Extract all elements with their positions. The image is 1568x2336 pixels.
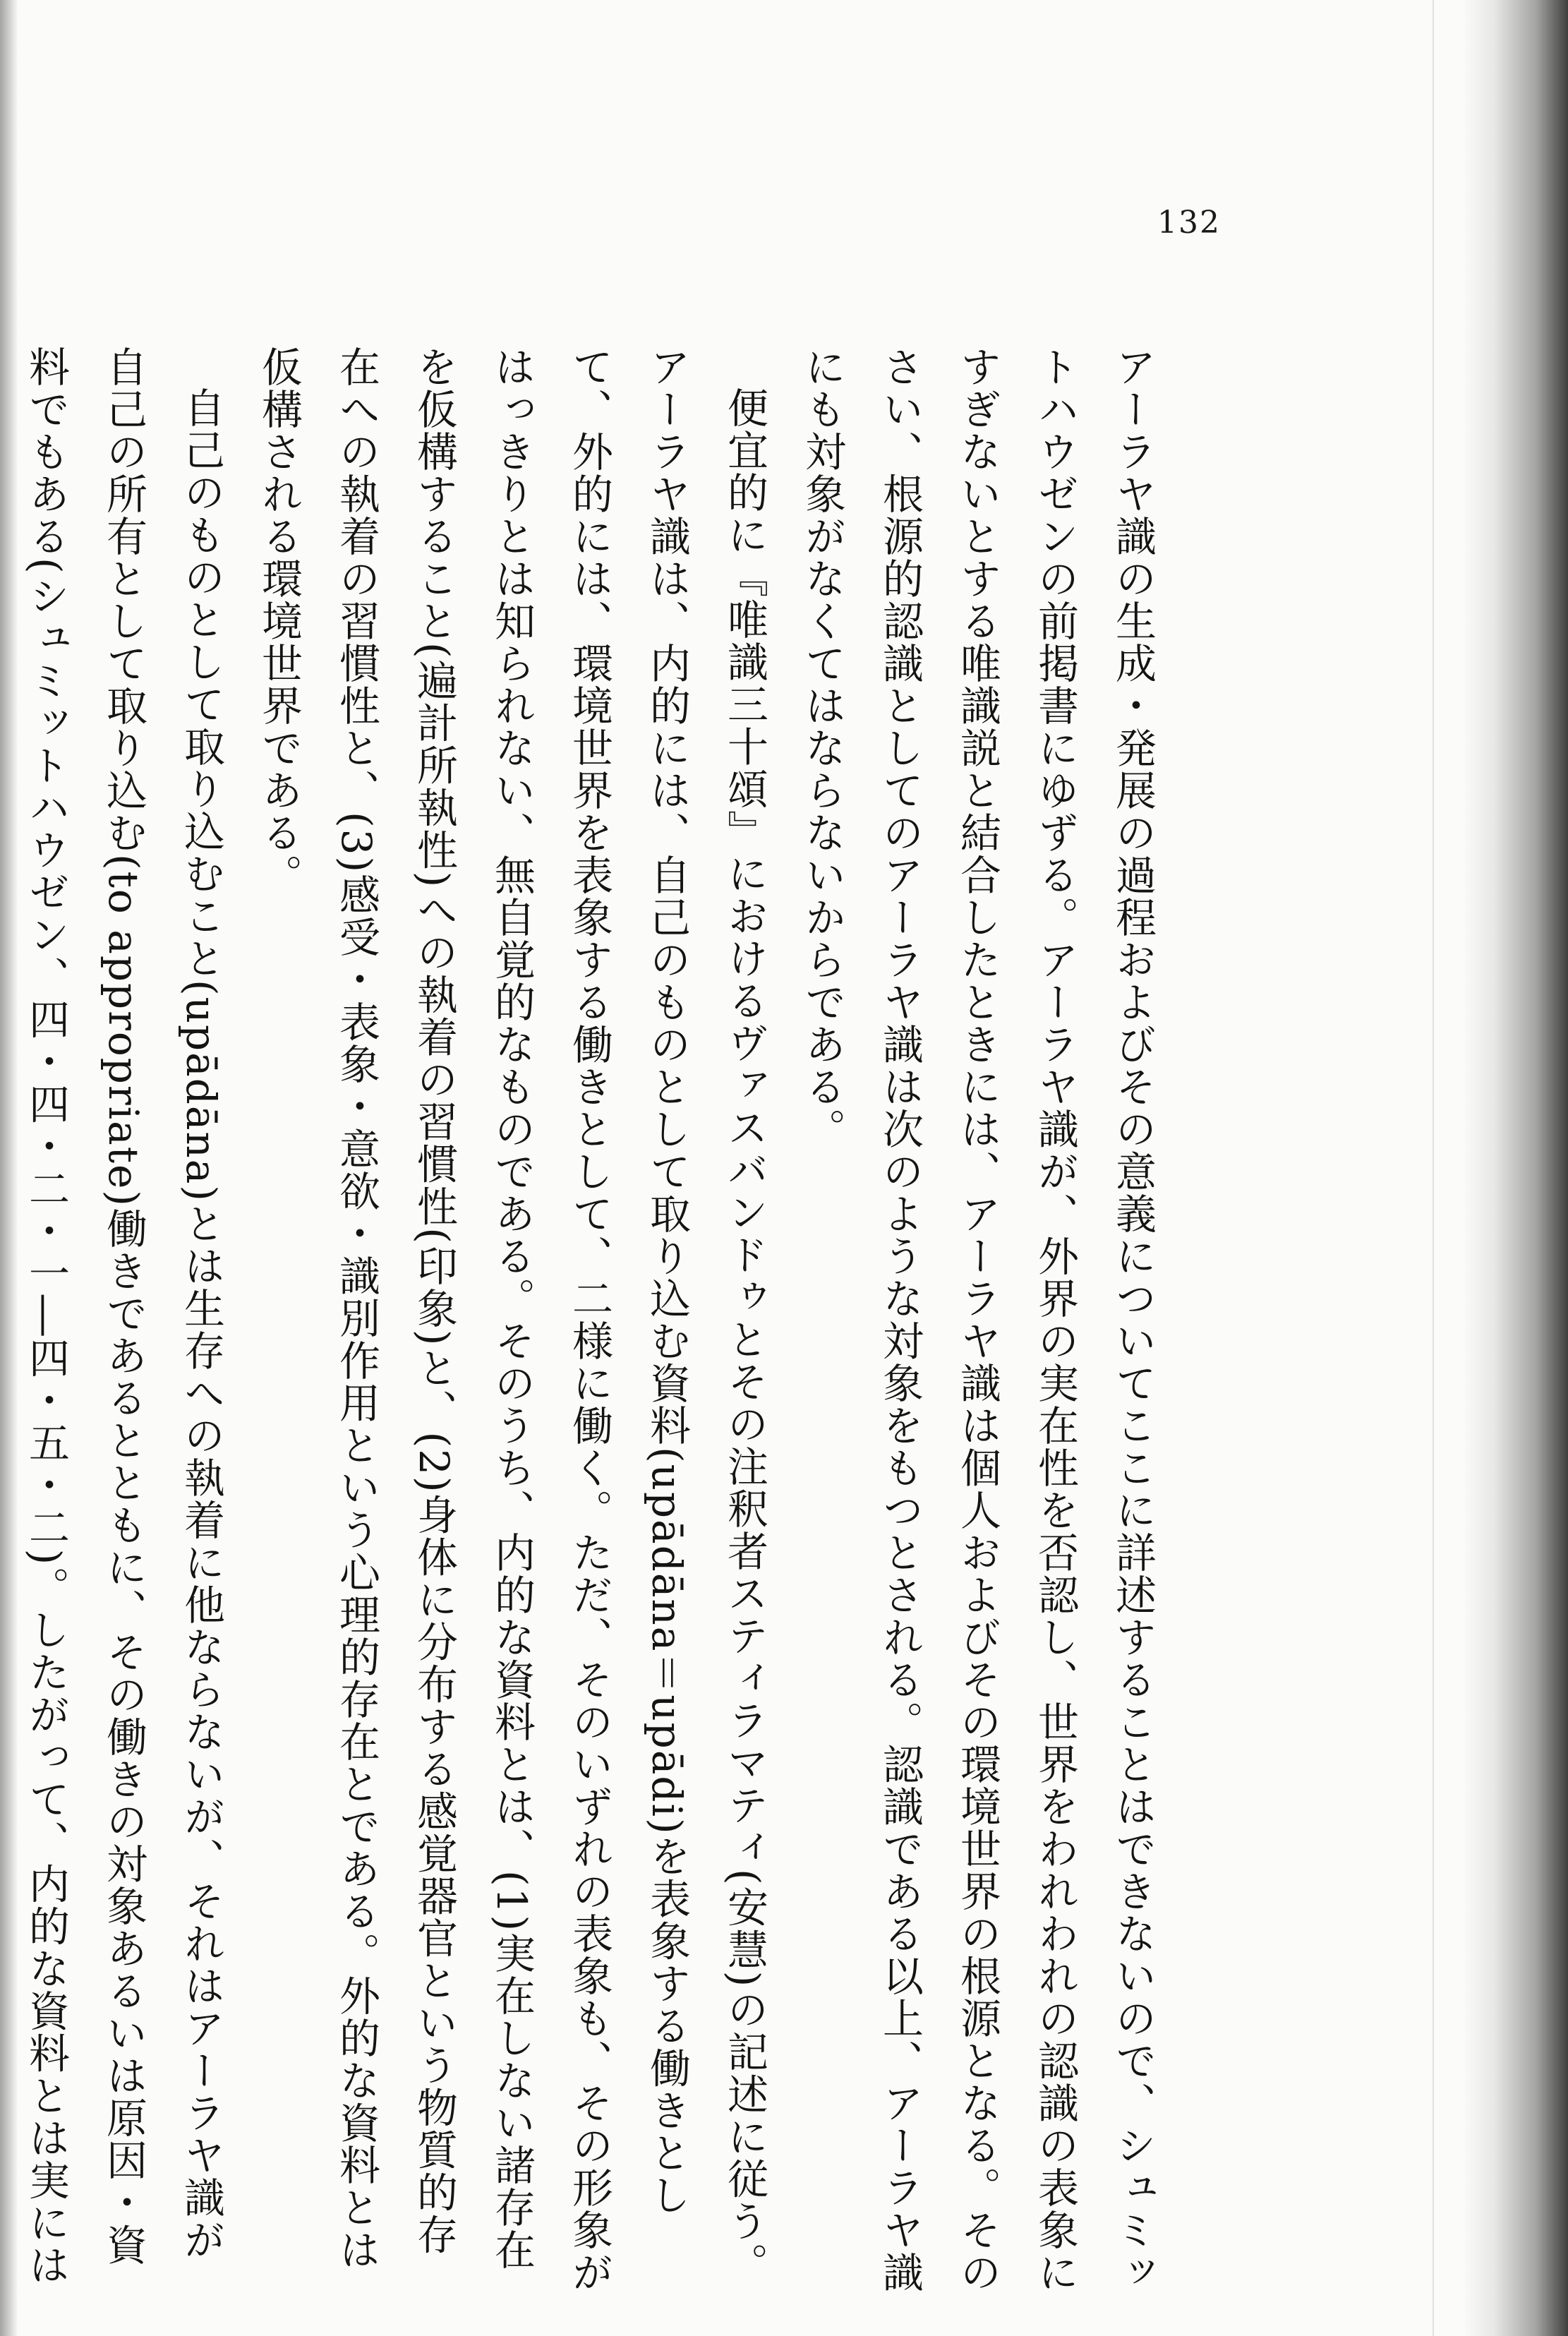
paragraph-1: アーラヤ識の生成・発展の過程およびその意義についてここに詳述することはできないので、シュミットハウゼンの前掲書にゆずる。アーラヤ識が、外界の実在性を否認し、世界をわれわれの認識の表象にすぎないとする唯識説と結合したときには、アーラヤ識は個人およびその環境世界の根源となる。そのさい、根源的認識としてのアーラヤ識は次のような対象をもつとされる。認識である以上、アーラヤ識にも対象がなくてはならないからである。 (798, 346, 1157, 2294)
paragraph-3: 自己のものとして取り込むこと(upādāna)とは生存への執着に他ならないが、それはアーラヤ識が自己の所有として取り込む(to appropriate)働きであるとともに、その働きの対象あるいは原因・資料でもある(シュミットハウゼン、四・四・二・一―四・五・二)。したがって、内的な資料とは実には (22, 346, 225, 2287)
gutter-line (1433, 0, 1434, 2336)
book-gutter-shadow (1462, 0, 1568, 2336)
page-number: 132 (1157, 205, 1221, 241)
paragraph-2: 便宜的に『唯識三十頌』におけるヴァスバンドゥとその注釈者スティラマティ(安慧)の記述に従う。アーラヤ識は、内的には、自己のものとして取り込む資料(upādāna＝upādi)を表象する働きとして、外的には、環境世界を表象する働きとして、二様に働く。ただ、そのいずれの表象も、その形象がはっきりとは知られない、無自覚的なものである。そのうち、内的な資料とは、(1)実在しない諸存在を仮構すること(遍計所執性)への執着の習慣性(印象)と、(2)身体に分布する感覚器官という物質的存在への執着の習慣性と、(3)感受・表象・意欲・識別作用という心理的存在とである。外的な資料とは仮構される環境世界である。 (255, 346, 768, 2294)
body-text (22, 346, 1171, 2294)
